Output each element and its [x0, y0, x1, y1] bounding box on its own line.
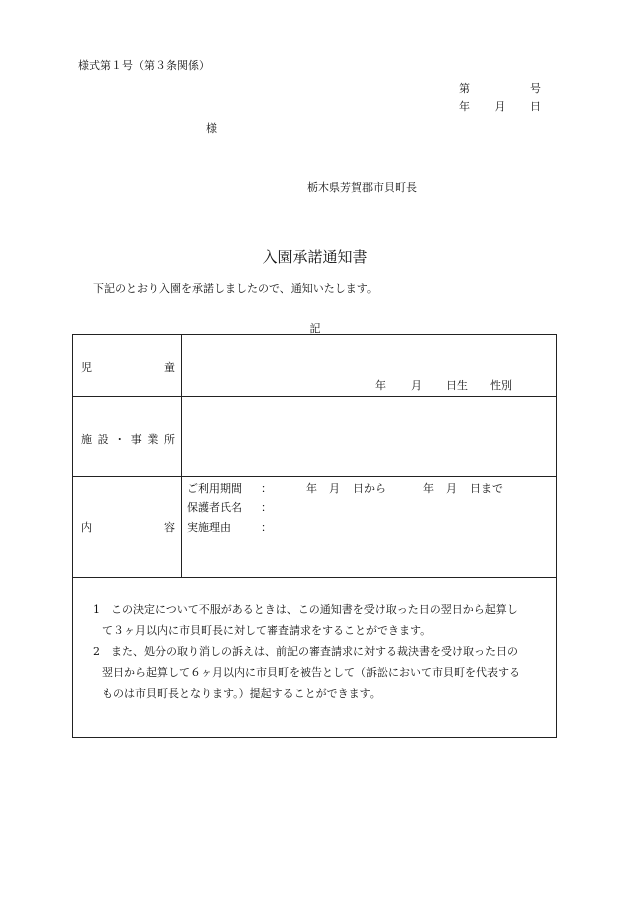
notes-section — [85, 599, 552, 704]
period-month-start: 月 — [329, 482, 340, 495]
document-title: 入園承諾通知書 — [262, 248, 368, 266]
note-line: て３ヶ月以内に市貝町長に対して審査請求をすることができます。 — [102, 624, 432, 637]
period-month-end: 月 — [446, 482, 457, 495]
birth-day: 日生 — [446, 379, 468, 392]
birth-year: 年 — [375, 379, 386, 392]
form-table — [72, 334, 557, 738]
column-divider — [181, 335, 182, 577]
period-year-start: 年 — [306, 482, 317, 495]
reason-colon: ： — [261, 521, 272, 534]
guardian-colon: ： — [261, 501, 272, 514]
period-from: 日から — [353, 482, 386, 495]
note-line: ものは市貝町長となります。）提起することができます。 — [102, 687, 381, 700]
facility-label: 施 設 ・ 事 業 所 — [81, 433, 175, 446]
row-divider — [73, 476, 556, 477]
sender-name: 栃木県芳賀郡市貝町長 — [307, 181, 417, 194]
note-line: 2 また、処分の取り消しの訴えは、前記の審査請求に対する裁決書を受け取った日の — [93, 645, 518, 658]
document-number-line — [459, 80, 541, 96]
child-label: 児 童 — [81, 361, 175, 374]
content-label: 内 容 — [81, 521, 175, 534]
period-year-end: 年 — [423, 482, 434, 495]
period-to: 日まで — [470, 482, 503, 495]
reason-label: 実施理由 — [187, 521, 231, 534]
birth-month: 月 — [411, 379, 422, 392]
date-year: 年 — [459, 100, 470, 113]
date-month: 月 — [494, 100, 506, 113]
ki-heading: 記 — [309, 322, 321, 335]
note-line: 1 この決定について不服があるときは、この通知書を受け取った日の翌日から起算し — [93, 603, 518, 616]
number-suffix: 号 — [530, 82, 541, 95]
period-colon: ： — [261, 482, 272, 495]
number-prefix: 第 — [459, 82, 470, 95]
intro-text: 下記のとおり入園を承諾しましたので、通知いたします。 — [93, 282, 378, 295]
gender-label: 性別 — [490, 379, 512, 392]
row-divider — [73, 396, 556, 397]
addressee-suffix: 様 — [206, 122, 217, 135]
guardian-label: 保護者氏名 — [187, 501, 242, 514]
issue-date-line — [459, 98, 541, 114]
row-divider — [73, 577, 556, 578]
date-day: 日 — [530, 100, 541, 113]
note-line: 翌日から起算して６ヶ月以内に市貝町を被告として（訴訟において市貝町を代表する — [102, 666, 520, 679]
form-number: 様式第１号（第３条関係） — [78, 59, 210, 72]
period-label: ご利用期間 — [187, 482, 242, 495]
